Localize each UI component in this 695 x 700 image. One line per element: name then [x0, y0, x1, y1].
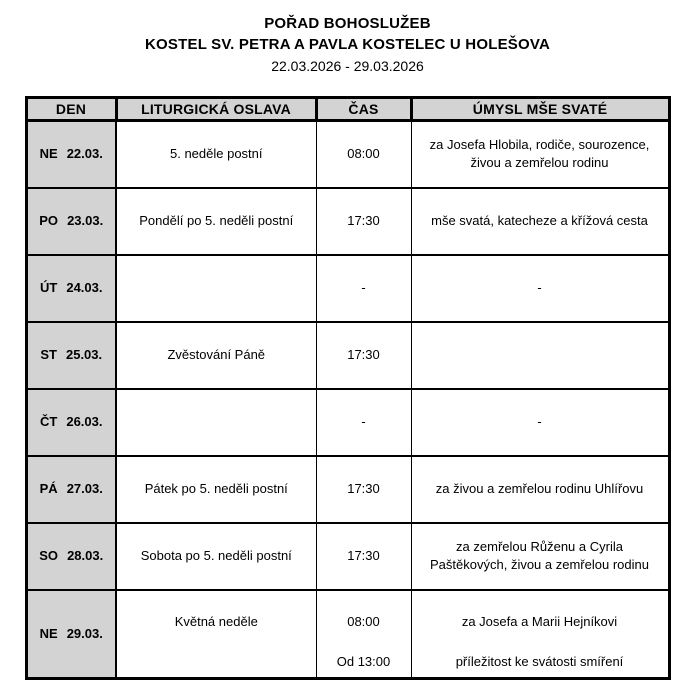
celebration-cell: 5. neděle postní	[116, 121, 316, 188]
day-cell	[26, 389, 116, 456]
table-row	[26, 121, 669, 188]
celebration-cell: Pondělí po 5. neděli postní	[116, 188, 316, 255]
intention-afternoon: příležitost ke svátosti smíření	[455, 653, 624, 669]
header-time: ČAS	[316, 98, 411, 121]
celebration-cell: Sobota po 5. neděli postní	[116, 523, 316, 590]
day-abbrev: PÁ	[39, 481, 58, 496]
time-cell: 17:30	[316, 523, 411, 590]
day-cell	[26, 523, 116, 590]
table-row	[26, 590, 669, 679]
table-row	[26, 456, 669, 523]
time-morning: 08:00	[347, 613, 380, 629]
date-range: 22.03.2026 - 29.03.2026	[271, 58, 424, 74]
schedule-table	[25, 96, 671, 680]
table-header-row	[26, 98, 669, 121]
day-abbrev: NE	[39, 146, 58, 162]
intention-cell: za Josefa Hlobila, rodiče, sourozence, živou a zemřelou rodinu	[411, 121, 669, 188]
intention-cell: za zemřelou Růženu a Cyrila Paštěkových, živou a zemřelou rodinu	[411, 523, 669, 590]
day-abbrev: ÚT	[40, 280, 58, 295]
intention-cell: za živou a zemřelou rodinu Uhlířovu	[411, 456, 669, 523]
table-row	[26, 389, 669, 456]
day-date: 29.03.	[66, 625, 103, 641]
intention-cell: -	[411, 389, 669, 456]
day-date: 22.03.	[66, 146, 103, 162]
header-celebration: LITURGICKÁ OSLAVA	[116, 98, 316, 121]
time-cell: 17:30	[316, 322, 411, 389]
celebration-morning: Květná neděle	[174, 613, 258, 629]
celebration-cell	[116, 255, 316, 322]
day-date: 26.03.	[66, 414, 103, 429]
time-cell: -	[316, 389, 411, 456]
day-cell	[26, 456, 116, 523]
day-abbrev: ČT	[40, 414, 58, 429]
intention-cell	[411, 590, 669, 679]
intention-cell: -	[411, 255, 669, 322]
day-abbrev: ST	[40, 347, 57, 362]
church-name: KOSTEL SV. PETRA A PAVLA KOSTELEC U HOLEŠOVA	[145, 36, 550, 53]
day-cell	[26, 590, 116, 679]
header-intention: ÚMYSL MŠE SVATÉ	[411, 98, 669, 121]
intention-morning: za Josefa a Marii Hejníkovi	[461, 613, 618, 629]
celebration-cell: Pátek po 5. neděli postní	[116, 456, 316, 523]
celebration-cell	[116, 590, 316, 679]
day-abbrev: SO	[39, 548, 59, 563]
time-afternoon: Od 13:00	[336, 653, 391, 669]
time-cell: 08:00	[316, 121, 411, 188]
day-date: 28.03.	[67, 548, 104, 563]
day-cell	[26, 322, 116, 389]
celebration-afternoon	[123, 653, 310, 671]
time-cell	[316, 590, 411, 679]
table-row	[26, 255, 669, 322]
day-cell	[26, 188, 116, 255]
table-row	[26, 188, 669, 255]
intention-cell: mše svatá, katecheze a křížová cesta	[411, 188, 669, 255]
title-block	[0, 13, 695, 76]
celebration-cell: Zvěstování Páně	[116, 322, 316, 389]
document-title: POŘAD BOHOSLUŽEB	[264, 15, 431, 32]
time-cell: 17:30	[316, 456, 411, 523]
day-date: 23.03.	[67, 213, 104, 228]
day-cell	[26, 255, 116, 322]
day-abbrev: PO	[39, 213, 59, 228]
day-abbrev: NE	[39, 625, 58, 641]
time-cell: 17:30	[316, 188, 411, 255]
celebration-cell	[116, 389, 316, 456]
intention-cell	[411, 322, 669, 389]
table-row	[26, 523, 669, 590]
day-date: 27.03.	[66, 481, 103, 496]
day-cell	[26, 121, 116, 188]
day-date: 24.03.	[66, 280, 103, 295]
day-date: 25.03.	[65, 347, 103, 362]
time-cell: -	[316, 255, 411, 322]
table-row	[26, 322, 669, 389]
header-day: DEN	[26, 98, 116, 121]
